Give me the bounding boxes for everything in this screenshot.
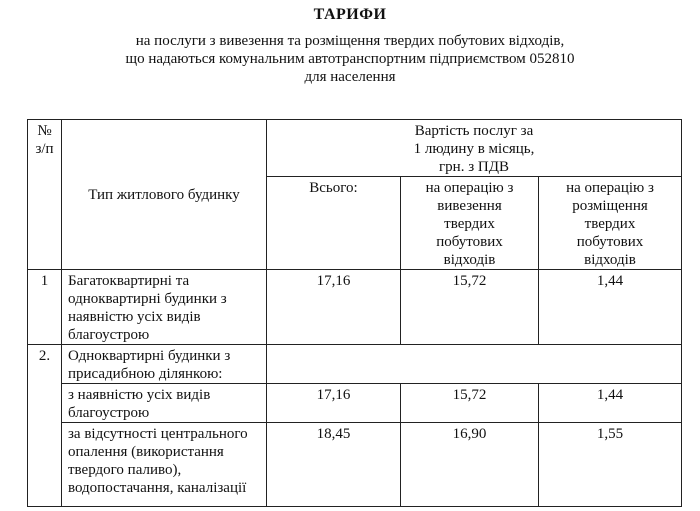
header-removal-cell [401,177,539,270]
document-title: ТАРИФИ [313,6,387,23]
row-2a-removal: 15,72 [452,387,487,403]
row-1-number-cell [28,270,62,345]
header-row-1 [28,120,682,177]
row-2b-placement-cell [539,423,682,507]
header-number-cell [28,120,62,270]
row-2b-removal: 16,90 [452,426,487,442]
table-row [28,270,682,345]
row-1-type: Багатоквартирні та одноквартирні будинки з наявністю усіх видів благоустрою [68,273,227,343]
row-2-number-cell [28,345,62,507]
row-2a-placement-cell [539,384,682,423]
header-total-cell [267,177,401,270]
header-number: № з/п [35,123,54,157]
row-2b-total: 18,45 [316,426,351,442]
row-2-number: 2. [38,348,51,364]
row-1-total: 17,16 [316,273,351,289]
row-1-removal-cell [401,270,539,345]
header-placement-cell [539,177,682,270]
header-removal: на операцію з вивезення твердих побутових відходів [425,180,514,268]
row-2b-type: за відсутності центрального опалення (використання твердого паливо), водопостачання, каналізації [68,426,248,496]
row-2b-removal-cell [401,423,539,507]
tariffs-table [27,119,682,507]
row-2a-total: 17,16 [316,387,351,403]
row-2b-total-cell [267,423,401,507]
table-row [28,423,682,507]
table-row [28,384,682,423]
row-2a-placement: 1,44 [596,387,624,403]
header-placement: на операцію з розміщення твердих побутових відходів [566,180,654,268]
header-type: Тип житлового будинку [88,186,240,203]
header-cost-group: Вартість послуг за 1 людину в місяць, грн. з ПДВ [413,123,535,175]
row-1-type-cell [62,270,267,345]
row-2a-total-cell [267,384,401,423]
row-2a-removal-cell [401,384,539,423]
subtitle-line-1: на послуги з вивезення та розміщення твердих побутових відходів, [135,33,565,49]
row-2a-type: з наявністю усіх видів благоустрою [68,387,211,421]
row-2-type: Одноквартирні будинки з присадибною ділянкою: [68,348,231,382]
row-2a-type-cell [62,384,267,423]
subtitle-line-3: для населення [304,69,396,85]
header-type-cell [62,120,267,270]
table-row [28,345,682,384]
row-1-placement: 1,44 [596,273,624,289]
header-cost-group-cell [267,120,682,177]
row-2b-type-cell [62,423,267,507]
subtitle-line-2: що надаються комунальним автотранспортним підприємством 052810 [125,51,575,67]
row-2-type-cell [62,345,267,384]
row-1-total-cell [267,270,401,345]
row-2b-placement: 1,55 [596,426,624,442]
row-2-empty-cell [267,345,682,384]
row-1-placement-cell [539,270,682,345]
header-total: Всього: [309,180,358,196]
row-1-removal: 15,72 [452,273,487,289]
row-1-number: 1 [40,273,49,289]
